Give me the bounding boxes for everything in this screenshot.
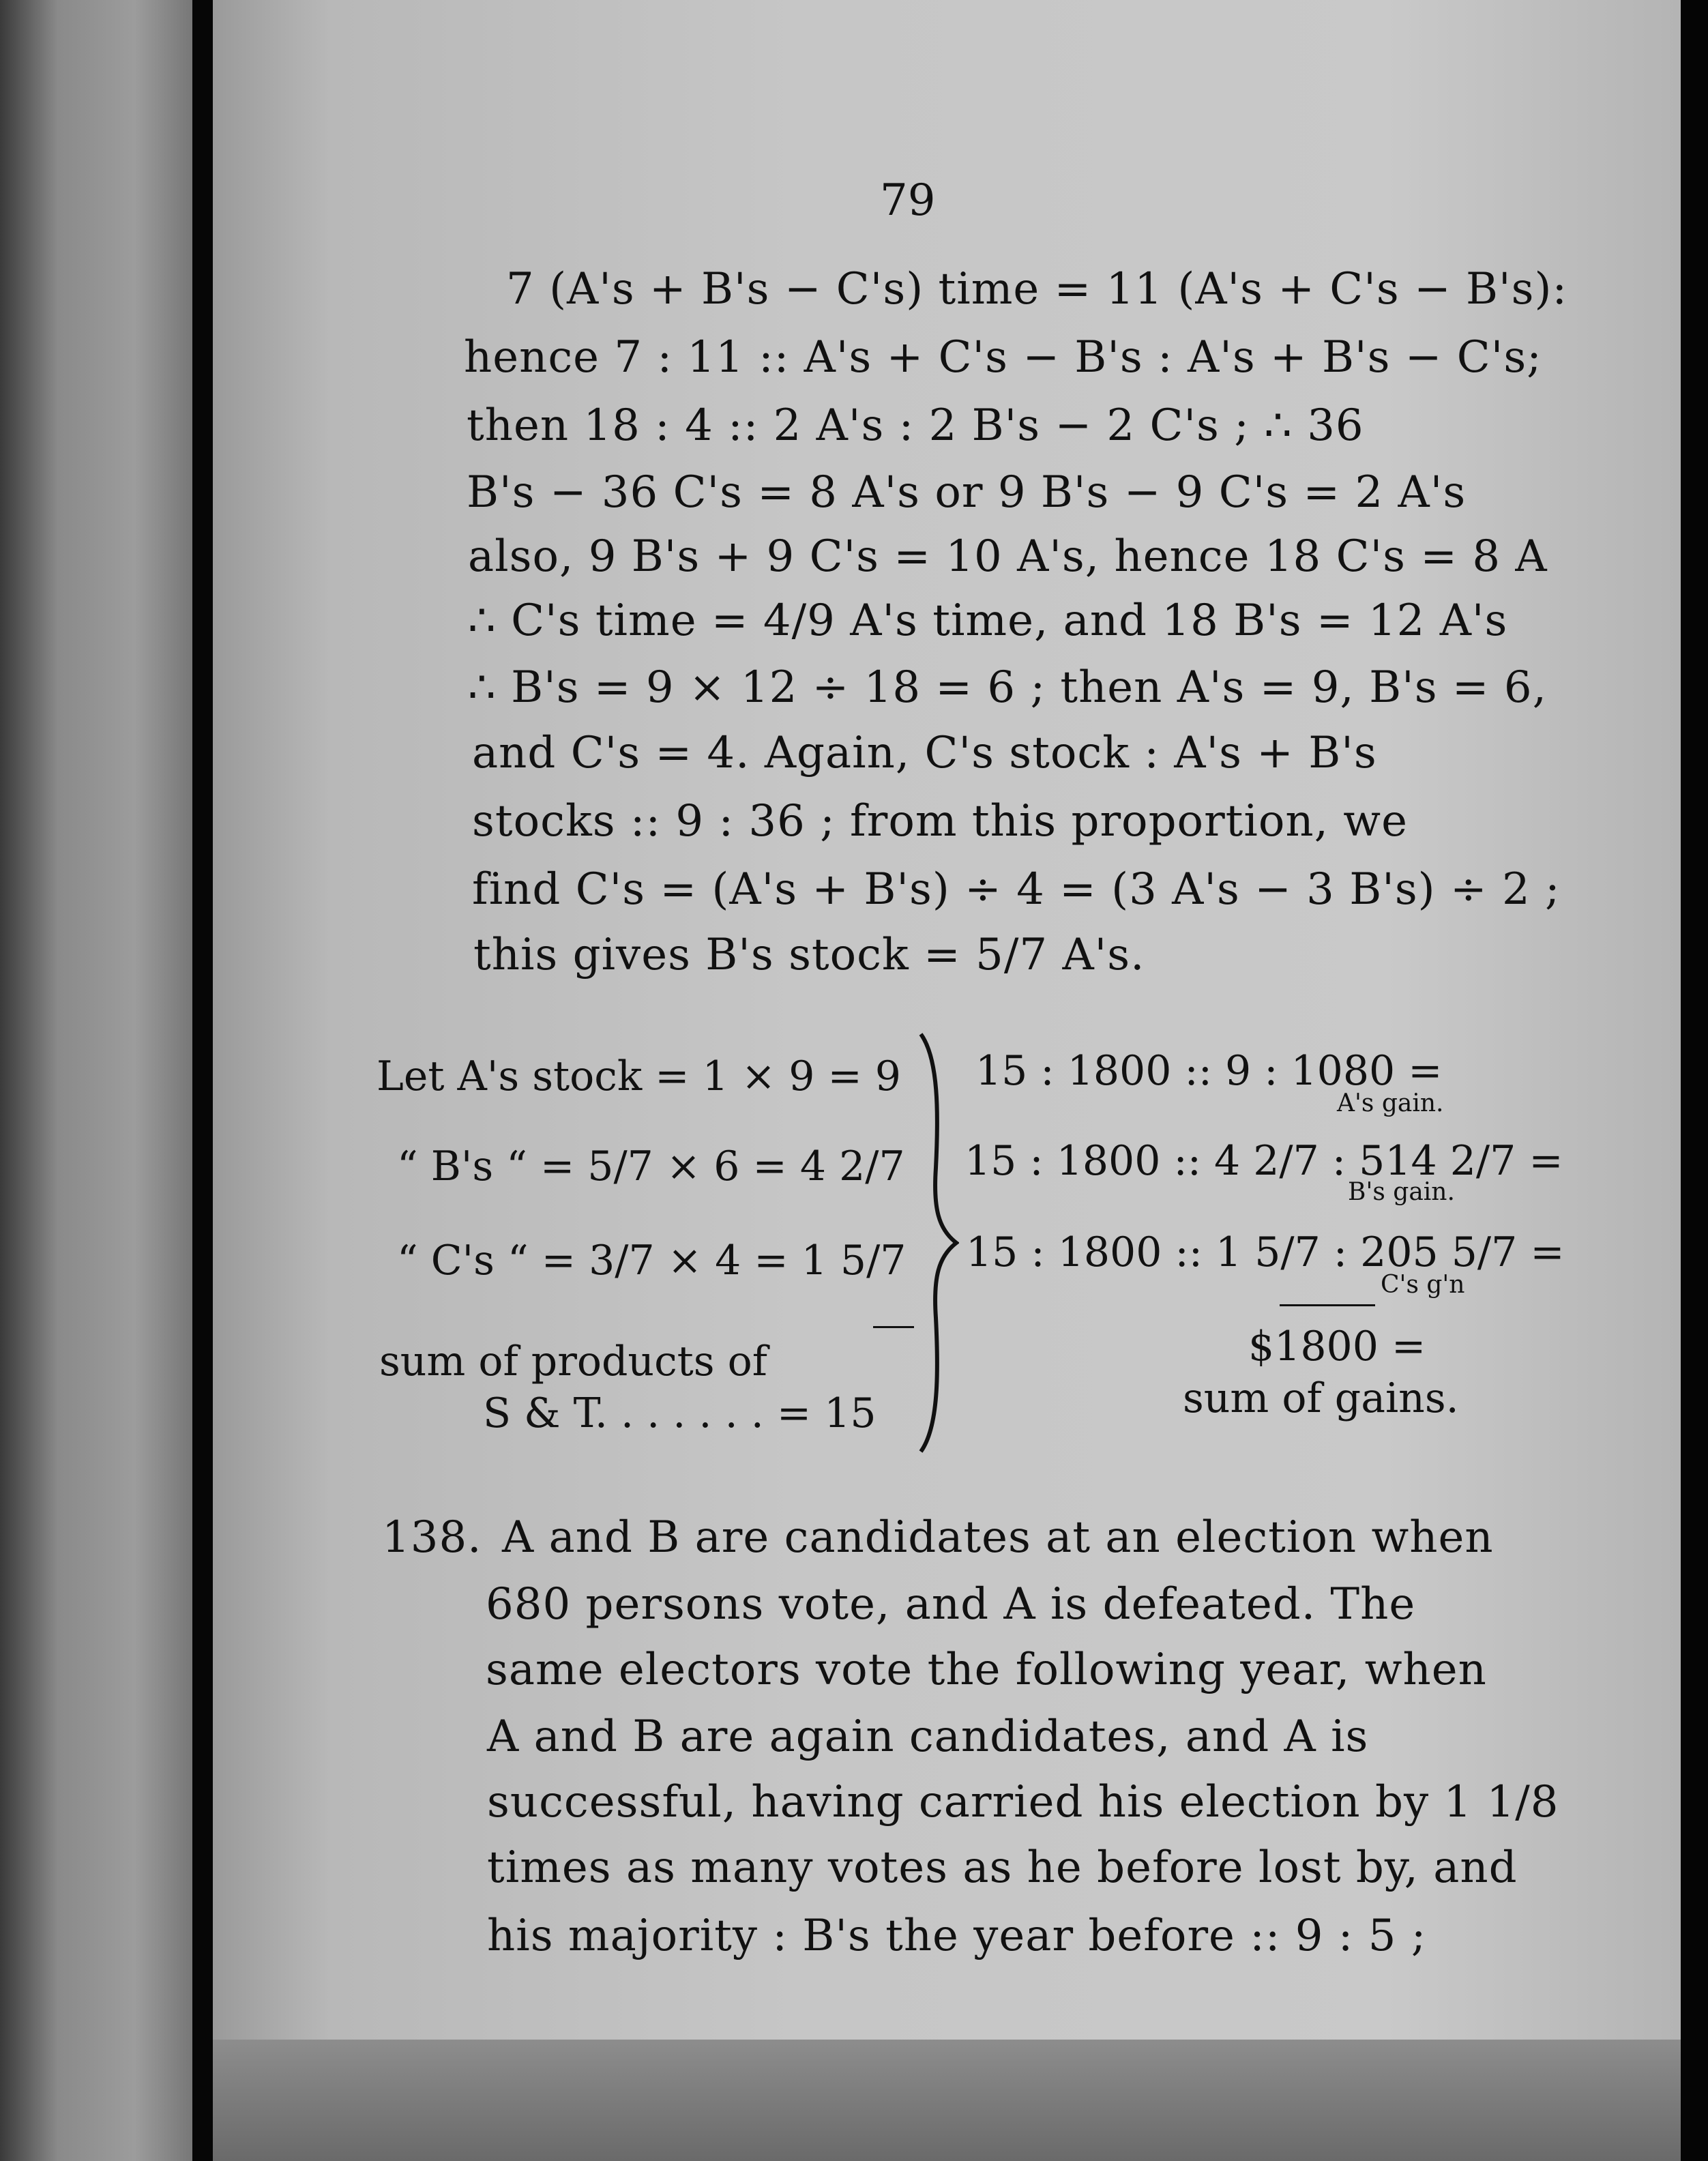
text-line: his majority : B's the year before :: 9 : 5 ;: [487, 1911, 1427, 1961]
facing-page-edge: [0, 0, 192, 2161]
text-line: then 18 : 4 :: 2 A's : 2 B's − 2 C's ; ∴ 36: [467, 400, 1364, 451]
calc-left-row: Let A's stock = 1 × 9 = 9: [377, 1053, 901, 1100]
text-line: and C's = 4. Again, C's stock : A's + B's: [472, 728, 1377, 778]
text-line: ∴ B's = 9 × 12 ÷ 18 = 6 ; then A's = 9, B's = 6,: [468, 662, 1547, 713]
calc-right-label: C's g'n: [1381, 1271, 1465, 1299]
calc-right-label: A's gain.: [1337, 1089, 1444, 1117]
text-line: hence 7 : 11 :: A's + C's − B's : A's + B's − C's;: [464, 332, 1542, 383]
text-line: successful, having carried his election by 1 1/8: [487, 1777, 1559, 1827]
calc-right-row: 15 : 1800 :: 4 2/7 : 514 2/7 =: [965, 1137, 1563, 1185]
text-line: find C's = (A's + B's) ÷ 4 = (3 A's − 3 B's) ÷ 2 ;: [472, 864, 1561, 915]
calc-right-row: 15 : 1800 :: 1 5/7 : 205 5/7 =: [966, 1229, 1565, 1276]
calc-left-row: sum of products of: [379, 1338, 767, 1385]
text-line: ∴ C's time = 4/9 A's time, and 18 B's = 12 A's: [468, 596, 1508, 646]
calc-left-row: “ B's “ = 5/7 × 6 = 4 2/7: [397, 1143, 905, 1190]
page-number: 79: [880, 175, 936, 226]
calc-left-row: S & T. . . . . . . = 15: [483, 1390, 877, 1437]
problem-number: 138.: [382, 1512, 482, 1563]
calc-right-row: sum of gains.: [1183, 1374, 1459, 1422]
page-bottom-margin: [213, 2040, 1681, 2161]
text-line: B's − 36 C's = 8 A's or 9 B's − 9 C's = 2 A's: [467, 467, 1467, 518]
text-line: same electors vote the following year, when: [486, 1645, 1487, 1695]
sum-rule: [1280, 1304, 1375, 1306]
text-line: A and B are again candidates, and A is: [487, 1711, 1369, 1762]
calc-left-row: “ C's “ = 3/7 × 4 = 1 5/7: [397, 1237, 907, 1284]
calc-right-label: B's gain.: [1348, 1178, 1455, 1206]
text-line: 7 (A's + B's − C's) time = 11 (A's + C's − B's):: [506, 264, 1567, 314]
scan-border: [1681, 0, 1708, 2161]
calc-right-row: $1800 =: [1248, 1323, 1426, 1370]
text-line: A and B are candidates at an election when: [502, 1512, 1494, 1563]
text-line: 680 persons vote, and A is defeated. The: [486, 1579, 1416, 1630]
text-line: this gives B's stock = 5/7 A's.: [473, 930, 1145, 980]
text-line: stocks :: 9 : 36 ; from this proportion, we: [472, 796, 1408, 847]
curly-brace: [918, 1031, 959, 1454]
text-line: also, 9 B's + 9 C's = 10 A's, hence 18 C's = 8 A: [468, 531, 1548, 582]
text-line: times as many votes as he before lost by, and: [487, 1842, 1518, 1893]
sum-rule: [873, 1326, 914, 1328]
book-gutter: [192, 0, 213, 2161]
calc-right-row: 15 : 1800 :: 9 : 1080 =: [975, 1047, 1443, 1095]
